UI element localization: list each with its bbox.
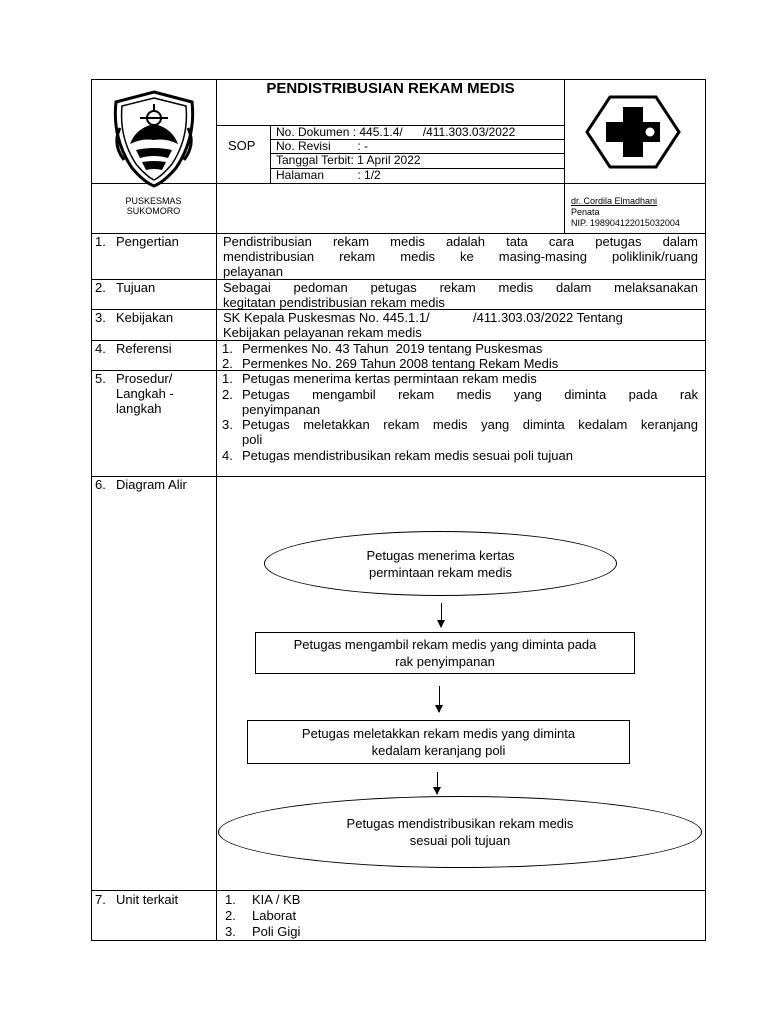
table-border-bottom xyxy=(91,940,706,941)
section-label: langkah xyxy=(116,401,162,416)
list-number: 2. xyxy=(222,356,233,371)
list-number: 1. xyxy=(225,892,236,907)
prosedur-item2-line2: penyimpanan xyxy=(242,402,321,417)
org-name-line2: SUKOMORO xyxy=(126,206,181,216)
issue-date: Tanggal Terbit: 1 April 2022 xyxy=(276,153,421,167)
list-number: 2. xyxy=(225,908,236,923)
header-divider-right xyxy=(564,79,565,233)
prosedur-item1: Petugas menerima kertas permintaan rekam medis xyxy=(242,371,537,386)
signer-rank: Penata xyxy=(571,207,600,217)
unit-item: Laborat xyxy=(252,908,297,923)
section-label: Diagram Alir xyxy=(116,477,187,492)
prosedur-item3-line2: poli xyxy=(242,432,263,447)
kebijakan-line1: SK Kepala Puskesmas No. 445.1.1/ /411.303.03/2022 Tentang xyxy=(223,310,623,325)
section-label: Kebijakan xyxy=(116,310,174,325)
section-label: Langkah - xyxy=(116,386,174,401)
list-number: 1. xyxy=(222,371,233,386)
flow-step-text: rak penyimpanan xyxy=(395,654,495,669)
kebijakan-line2: Kebijakan pelayanan rekam medis xyxy=(223,325,422,340)
flow-step-start xyxy=(264,531,617,596)
section-label: Unit terkait xyxy=(116,892,179,907)
flow-step-end xyxy=(218,796,702,868)
flow-arrow xyxy=(441,603,442,627)
section-label: Referensi xyxy=(116,341,172,356)
flow-step-text: kedalam keranjang poli xyxy=(371,743,506,758)
list-number: 1. xyxy=(222,341,233,356)
prosedur-item2-line1: Petugas mengambil rekam medis yang diminta pada rak xyxy=(242,387,698,402)
flow-step-process xyxy=(247,720,630,764)
section-number: 1. xyxy=(95,234,106,249)
referensi-item: Permenkes No. 269 Tahun 2008 tentang Rekam Medis xyxy=(242,356,559,371)
section-number: 4. xyxy=(95,341,106,356)
section-number: 7. xyxy=(95,892,106,907)
pengertian-line3: pelayanan xyxy=(223,264,283,279)
list-number: 3. xyxy=(222,417,233,432)
flow-step-process xyxy=(255,632,635,674)
flow-step-text: Petugas mendistribusikan rekam medis xyxy=(346,816,574,831)
tujuan-line2: kegitatan pendistribusian rekam medis xyxy=(223,295,445,310)
section-number: 5. xyxy=(95,371,106,386)
list-number: 3. xyxy=(225,924,236,939)
list-number: 2. xyxy=(222,387,233,402)
table-border-right xyxy=(705,79,706,941)
prosedur-item4: Petugas mendistribusikan rekam medis sesuai poli tujuan xyxy=(242,448,573,463)
sop-divider xyxy=(270,125,271,183)
section-label: Prosedur/ xyxy=(116,371,173,386)
flow-step-text: sesuai poli tujuan xyxy=(409,833,511,848)
flow-step-text: permintaan rekam medis xyxy=(368,564,513,580)
bakti-husada-logo xyxy=(584,94,682,170)
section-number: 2. xyxy=(95,280,106,295)
referensi-item: Permenkes No. 43 Tahun 2019 tentang Puskesmas xyxy=(242,341,543,356)
header-divider-left xyxy=(216,79,217,941)
unit-item: KIA / KB xyxy=(252,892,301,907)
signer-name: dr. Cordila Elmadhani xyxy=(571,196,658,206)
section-number: 3. xyxy=(95,310,106,325)
section-label: Pengertian xyxy=(116,234,179,249)
org-name-line1: PUSKESMAS xyxy=(125,196,182,206)
page-title: PENDISTRIBUSIAN REKAM MEDIS xyxy=(266,80,515,97)
signer-nip: NIP. 198904122015032004 xyxy=(571,218,680,228)
unit-item: Poli Gigi xyxy=(252,924,301,939)
section-label: Tujuan xyxy=(116,280,156,295)
prosedur-item3-line1: Petugas meletakkan rekam medis yang diminta kedalam keranjang xyxy=(242,417,698,432)
tujuan-line1: Sebagai pedoman petugas rekam medis dalam melaksanakan xyxy=(223,280,698,295)
sop-label: SOP xyxy=(228,138,256,153)
pengertian-line2: mendistribusian rekam medis ke masing-masing poliklinik/ruang xyxy=(223,249,698,264)
revision-number: No. Revisi : - xyxy=(276,139,369,153)
flow-arrow xyxy=(439,686,440,712)
pengertian-line1: Pendistribusian rekam medis adalah tata cara petugas dalam xyxy=(223,234,698,249)
section-number: 6. xyxy=(95,477,106,492)
flow-step-text: Petugas menerima kertas xyxy=(366,547,515,563)
page-number: Halaman : 1/2 xyxy=(276,168,381,182)
flow-arrow xyxy=(437,772,438,794)
row-line-6 xyxy=(91,890,706,891)
document-number: No. Dokumen : 445.1.4/ /411.303.03/2022 xyxy=(276,125,516,139)
flow-step-text: Petugas mengambil rekam medis yang diminta pada xyxy=(293,637,597,652)
list-number: 4. xyxy=(222,448,233,463)
flow-step-text: Petugas meletakkan rekam medis yang diminta xyxy=(301,726,576,741)
puskesmas-logo xyxy=(106,88,202,188)
